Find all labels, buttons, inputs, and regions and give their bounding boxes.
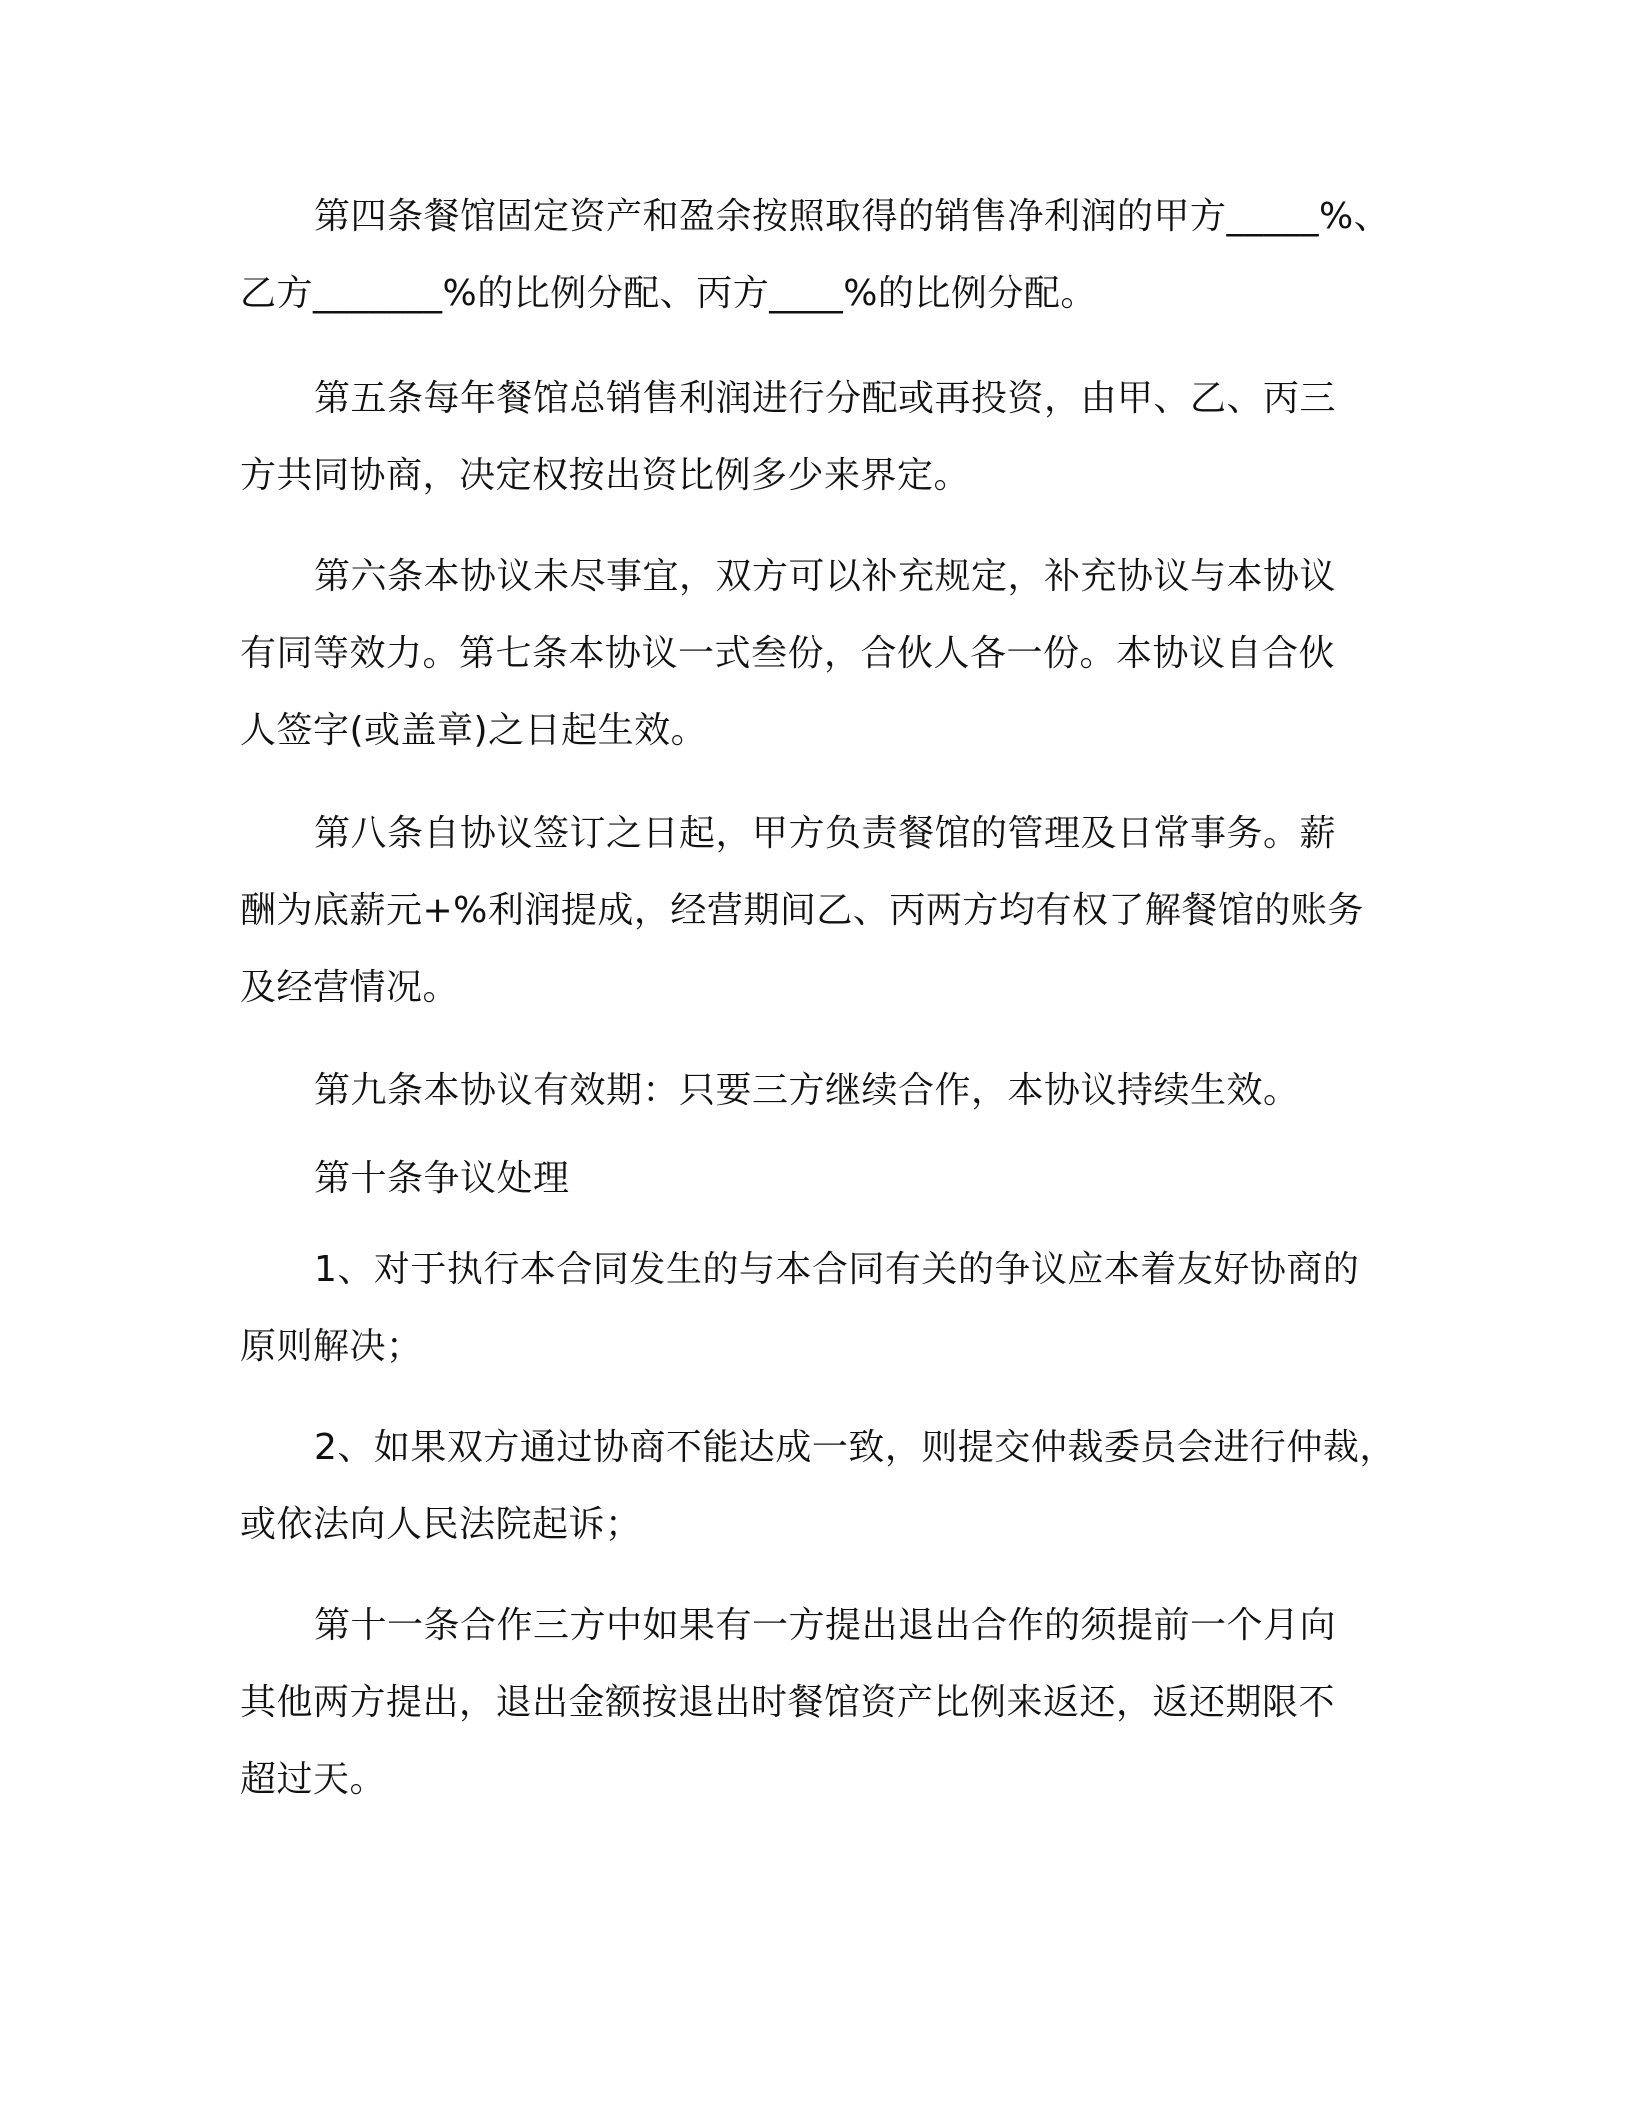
paragraph-line: 方共同协商，决定权按出资比例多少来界定。 [240, 455, 971, 496]
paragraph-line: 第十一条合作三方中如果有一方提出退出合作的须提前一个月向 [314, 1605, 1337, 1646]
paragraph-line: 第十条争议处理 [314, 1158, 570, 1199]
paragraph-line: 2、如果双方通过协商不能达成一致，则提交仲裁委员会进行仲裁， [314, 1427, 1396, 1468]
paragraph-article-5 [240, 360, 1420, 514]
paragraph-article-11 [240, 1587, 1420, 1818]
paragraph-article-10-item-2 [240, 1409, 1420, 1563]
paragraph-article-10 [240, 1140, 1420, 1217]
paragraph-line: 其他两方提出，退出金额按退出时餐馆资产比例来返还，返还期限不 [240, 1682, 1336, 1723]
paragraph-line: 第六条本协议未尽事宜，双方可以补充规定，补充协议与本协议 [314, 556, 1337, 597]
paragraph-line: 超过天。 [240, 1759, 387, 1800]
paragraph-line: 或依法向人民法院起诉； [240, 1504, 642, 1545]
paragraph-line: 原则解决； [240, 1326, 423, 1367]
paragraph-article-8 [240, 795, 1420, 1026]
paragraph-article-6-7 [240, 538, 1420, 769]
paragraph-article-10-item-1 [240, 1231, 1420, 1385]
paragraph-article-9 [240, 1052, 1420, 1129]
paragraph-line: 酬为底薪元+%利润提成，经营期间乙、丙两方均有权了解餐馆的账务 [240, 890, 1364, 931]
paragraph-line: 第八条自协议签订之日起，甲方负责餐馆的管理及日常事务。薪 [314, 813, 1337, 854]
paragraph-line: 第四条餐馆固定资产和盈余按照取得的销售净利润的甲方_____%、 [314, 196, 1391, 237]
paragraph-line: 及经营情况。 [240, 967, 460, 1008]
paragraph-line: 有同等效力。第七条本协议一式叁份，合伙人各一份。本协议自合伙 [240, 633, 1336, 674]
paragraph-line: 人签字(或盖章)之日起生效。 [240, 710, 708, 751]
paragraph-line: 第九条本协议有效期：只要三方继续合作，本协议持续生效。 [314, 1070, 1300, 1111]
paragraph-line: 第五条每年餐馆总销售利润进行分配或再投资，由甲、乙、丙三 [314, 378, 1337, 419]
paragraph-article-4 [240, 178, 1420, 332]
paragraph-line: 1、对于执行本合同发生的与本合同有关的争议应本着友好协商的 [314, 1249, 1360, 1290]
paragraph-line: 乙方_______%的比例分配、丙方____%的比例分配。 [240, 273, 1097, 314]
